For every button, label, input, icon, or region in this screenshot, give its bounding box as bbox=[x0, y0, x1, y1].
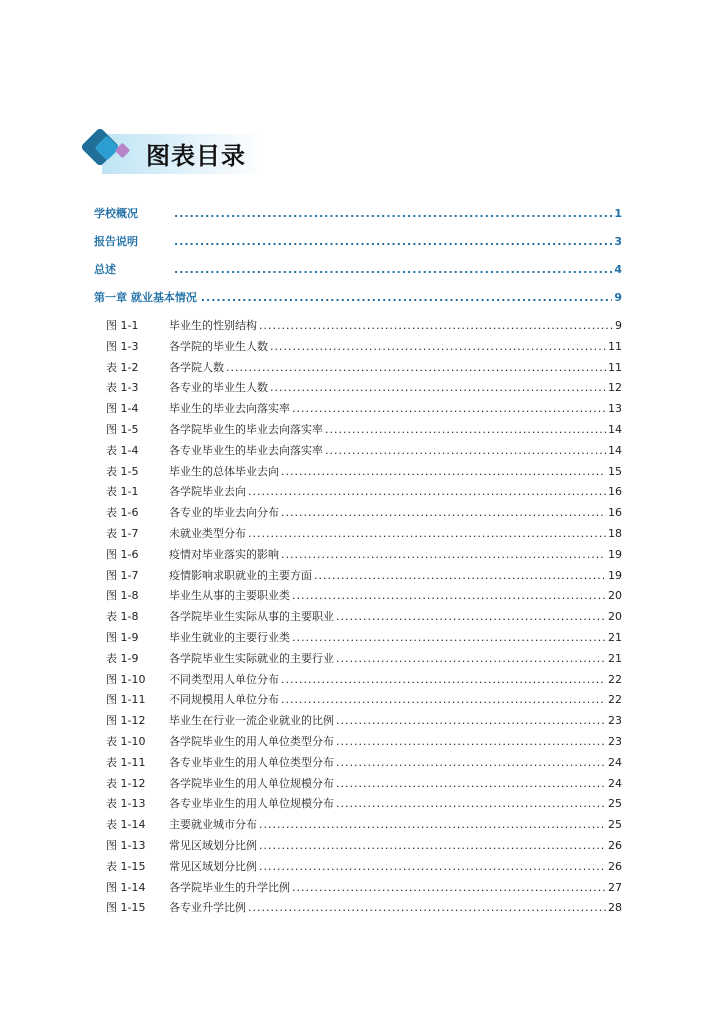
toc-page-number: 24 bbox=[608, 776, 622, 790]
figure-label: 表 1-6 bbox=[106, 506, 139, 520]
toc-page-number: 28 bbox=[608, 901, 622, 915]
dot-leader bbox=[248, 524, 606, 545]
figure-title: 毕业生的性别结构 bbox=[169, 319, 257, 332]
toc-page-number: 19 bbox=[608, 547, 622, 561]
dot-leader bbox=[336, 794, 606, 815]
toc-sub-entry[interactable] bbox=[94, 524, 622, 545]
toc-entry-label: 第一章 就业基本情况 bbox=[94, 291, 197, 304]
figure-label: 图 1-10 bbox=[106, 672, 146, 686]
figure-label: 表 1-8 bbox=[106, 610, 139, 624]
figure-title: 未就业类型分布 bbox=[169, 526, 246, 540]
toc-sub-entry[interactable] bbox=[94, 753, 622, 774]
dot-leader bbox=[292, 628, 606, 649]
dot-leader bbox=[270, 378, 606, 399]
dot-leader bbox=[336, 774, 606, 795]
toc-page-number: 18 bbox=[608, 526, 622, 540]
toc-sub-entry[interactable] bbox=[94, 878, 622, 899]
toc-sub-entry[interactable] bbox=[94, 794, 622, 815]
figure-title: 毕业生就业的主要行业类 bbox=[169, 630, 290, 644]
dot-leader bbox=[281, 690, 606, 711]
toc-page-number: 19 bbox=[608, 568, 622, 582]
toc-page-number: 11 bbox=[608, 360, 622, 374]
dot-leader bbox=[248, 482, 606, 503]
figure-label: 图 1-7 bbox=[106, 568, 139, 582]
dot-leader bbox=[226, 358, 606, 379]
dot-leader bbox=[281, 670, 606, 691]
toc-sub-entry[interactable] bbox=[94, 482, 622, 503]
toc-page-number: 14 bbox=[608, 422, 622, 436]
toc-entry[interactable] bbox=[94, 256, 622, 284]
toc-sub-entry[interactable] bbox=[94, 337, 622, 358]
toc-page-number: 24 bbox=[608, 755, 622, 769]
dot-leader bbox=[314, 566, 606, 587]
toc-sub-entry[interactable] bbox=[94, 898, 622, 919]
figure-label: 表 1-2 bbox=[106, 360, 139, 374]
figure-title: 各专业的毕业生人数 bbox=[169, 381, 268, 395]
figure-label: 图 1-5 bbox=[106, 422, 139, 436]
toc-sub-entry[interactable] bbox=[94, 857, 622, 878]
toc-page-number: 16 bbox=[608, 506, 622, 520]
dot-leader bbox=[336, 753, 606, 774]
figure-label: 图 1-3 bbox=[106, 339, 139, 353]
figure-label: 图 1-4 bbox=[106, 402, 139, 416]
dot-leader bbox=[174, 200, 612, 228]
figure-title: 各学院人数 bbox=[169, 360, 224, 374]
dot-leader bbox=[292, 399, 606, 420]
toc-page-number: 1 bbox=[614, 207, 622, 220]
figure-title: 主要就业城市分布 bbox=[169, 818, 257, 832]
dot-leader bbox=[174, 256, 612, 284]
toc-page-number: 21 bbox=[608, 651, 622, 665]
figure-label: 表 1-14 bbox=[106, 818, 146, 832]
figure-label: 表 1-10 bbox=[106, 734, 146, 748]
figure-label: 图 1-1 bbox=[106, 319, 139, 332]
toc-sub-entry[interactable] bbox=[94, 711, 622, 732]
toc-header bbox=[84, 128, 264, 176]
figure-label: 图 1-15 bbox=[106, 901, 146, 915]
toc-sub-entry[interactable] bbox=[94, 815, 622, 836]
toc-page-number: 26 bbox=[608, 859, 622, 873]
toc-sub-entry[interactable] bbox=[94, 670, 622, 691]
figure-label: 表 1-3 bbox=[106, 381, 139, 395]
dot-leader bbox=[325, 441, 606, 462]
dot-leader bbox=[259, 815, 606, 836]
toc-entry-chapter[interactable] bbox=[94, 284, 622, 312]
toc-sub-entry[interactable] bbox=[94, 545, 622, 566]
toc-sub-entry[interactable] bbox=[94, 503, 622, 524]
toc-sub-entry[interactable] bbox=[94, 378, 622, 399]
dot-leader bbox=[336, 711, 606, 732]
dot-leader bbox=[259, 857, 606, 878]
toc-entry-label: 总述 bbox=[94, 263, 116, 276]
dot-leader bbox=[336, 732, 606, 753]
figure-label: 表 1-1 bbox=[106, 485, 139, 499]
figure-title: 毕业生在行业一流企业就业的比例 bbox=[169, 714, 334, 728]
figure-title: 毕业生的总体毕业去向 bbox=[169, 464, 279, 478]
figure-title: 各专业毕业生的用人单位类型分布 bbox=[169, 755, 334, 769]
figure-label: 表 1-4 bbox=[106, 443, 139, 457]
figure-title: 各学院毕业去向 bbox=[169, 485, 246, 499]
figure-label: 图 1-6 bbox=[106, 547, 139, 561]
figure-title: 疫情对毕业落实的影响 bbox=[169, 547, 279, 561]
figure-table-list bbox=[94, 312, 622, 919]
dot-leader bbox=[281, 545, 606, 566]
toc-sub-entry[interactable] bbox=[94, 628, 622, 649]
dot-leader bbox=[281, 503, 606, 524]
toc-sub-entry[interactable] bbox=[94, 566, 622, 587]
figure-title: 疫情影响求职就业的主要方面 bbox=[169, 568, 312, 582]
figure-label: 表 1-5 bbox=[106, 464, 139, 478]
toc-page-number: 20 bbox=[608, 589, 622, 603]
dot-leader bbox=[325, 420, 606, 441]
figure-label: 图 1-11 bbox=[106, 693, 146, 707]
dot-leader bbox=[292, 878, 606, 899]
figure-title: 各学院毕业生的毕业去向落实率 bbox=[169, 422, 323, 436]
dot-leader bbox=[174, 228, 612, 256]
figure-label: 图 1-8 bbox=[106, 589, 139, 603]
toc-sub-entry[interactable] bbox=[94, 399, 622, 420]
figure-title: 各学院毕业生的用人单位类型分布 bbox=[169, 734, 334, 748]
figure-label: 表 1-7 bbox=[106, 526, 139, 540]
figure-label: 表 1-15 bbox=[106, 859, 146, 873]
toc-sub-entry[interactable] bbox=[94, 586, 622, 607]
toc-sub-entry[interactable] bbox=[94, 649, 622, 670]
figure-title: 各学院毕业生的用人单位规模分布 bbox=[169, 776, 334, 790]
page-title: 图表目录 bbox=[146, 142, 246, 170]
toc-page-number: 27 bbox=[608, 880, 622, 894]
dot-leader bbox=[281, 462, 606, 483]
toc-entry-label: 学校概况 bbox=[94, 207, 138, 220]
toc-sub-entry[interactable] bbox=[94, 420, 622, 441]
toc-sub-entry[interactable] bbox=[94, 690, 622, 711]
toc-entry[interactable] bbox=[94, 200, 622, 228]
figure-label: 表 1-12 bbox=[106, 776, 146, 790]
figure-label: 图 1-9 bbox=[106, 630, 139, 644]
figure-title: 毕业生从事的主要职业类 bbox=[169, 589, 290, 603]
toc-page-number: 20 bbox=[608, 610, 622, 624]
toc-page-number: 25 bbox=[608, 797, 622, 811]
toc-sub-entry[interactable] bbox=[94, 732, 622, 753]
figure-title: 各学院毕业生实际从事的主要职业 bbox=[169, 610, 334, 624]
dot-leader bbox=[201, 284, 613, 312]
figure-title: 各学院的毕业生人数 bbox=[169, 339, 268, 353]
dot-leader bbox=[259, 316, 613, 337]
toc-page-number: 3 bbox=[614, 235, 622, 248]
toc-page-number: 21 bbox=[608, 630, 622, 644]
toc-sub-entry[interactable] bbox=[94, 607, 622, 628]
figure-title: 各专业毕业生的毕业去向落实率 bbox=[169, 443, 323, 457]
figure-title: 不同规模用人单位分布 bbox=[169, 693, 279, 707]
dot-leader bbox=[248, 898, 606, 919]
figure-label: 表 1-13 bbox=[106, 797, 146, 811]
figure-title: 各专业升学比例 bbox=[169, 901, 246, 915]
toc-page-number: 9 bbox=[615, 319, 622, 332]
toc-page-number: 26 bbox=[608, 838, 622, 852]
toc-page-number: 23 bbox=[608, 714, 622, 728]
toc-sub-entry[interactable] bbox=[94, 316, 622, 337]
toc-sub-entry[interactable] bbox=[94, 836, 622, 857]
figure-title: 不同类型用人单位分布 bbox=[169, 672, 279, 686]
figure-label: 图 1-13 bbox=[106, 838, 146, 852]
figure-title: 毕业生的毕业去向落实率 bbox=[169, 402, 290, 416]
toc-entry-label: 报告说明 bbox=[94, 235, 138, 248]
toc-page-number: 15 bbox=[608, 464, 622, 478]
toc-page-number: 22 bbox=[608, 672, 622, 686]
toc-page-number: 16 bbox=[608, 485, 622, 499]
toc-sub-entry[interactable] bbox=[94, 441, 622, 462]
toc-page-number: 9 bbox=[614, 291, 622, 304]
toc-page-number: 13 bbox=[608, 402, 622, 416]
figure-title: 各专业毕业生的用人单位规模分布 bbox=[169, 797, 334, 811]
figure-label: 图 1-14 bbox=[106, 880, 146, 894]
figure-label: 图 1-12 bbox=[106, 714, 146, 728]
figure-label: 表 1-9 bbox=[106, 651, 139, 665]
toc-sub-entry[interactable] bbox=[94, 358, 622, 379]
figure-label: 表 1-11 bbox=[106, 755, 146, 769]
toc-entry[interactable] bbox=[94, 228, 622, 256]
dot-leader bbox=[336, 649, 606, 670]
toc-page-number: 23 bbox=[608, 734, 622, 748]
figure-title: 各专业的毕业去向分布 bbox=[169, 506, 279, 520]
toc-page-number: 4 bbox=[614, 263, 622, 276]
figure-title: 各学院毕业生实际就业的主要行业 bbox=[169, 651, 334, 665]
dot-leader bbox=[259, 836, 606, 857]
toc-sub-entry[interactable] bbox=[94, 462, 622, 483]
toc-page-number: 12 bbox=[608, 381, 622, 395]
toc-page-number: 14 bbox=[608, 443, 622, 457]
toc-page-number: 22 bbox=[608, 693, 622, 707]
figure-title: 常见区域划分比例 bbox=[169, 838, 257, 852]
table-of-contents bbox=[94, 200, 622, 919]
toc-sub-entry[interactable] bbox=[94, 774, 622, 795]
dot-leader bbox=[270, 337, 606, 358]
figure-title: 各学院毕业生的升学比例 bbox=[169, 880, 290, 894]
dot-leader bbox=[336, 607, 606, 628]
figure-title: 常见区域划分比例 bbox=[169, 859, 257, 873]
toc-page-number: 11 bbox=[608, 339, 622, 353]
dot-leader bbox=[292, 586, 606, 607]
toc-page-number: 25 bbox=[608, 818, 622, 832]
